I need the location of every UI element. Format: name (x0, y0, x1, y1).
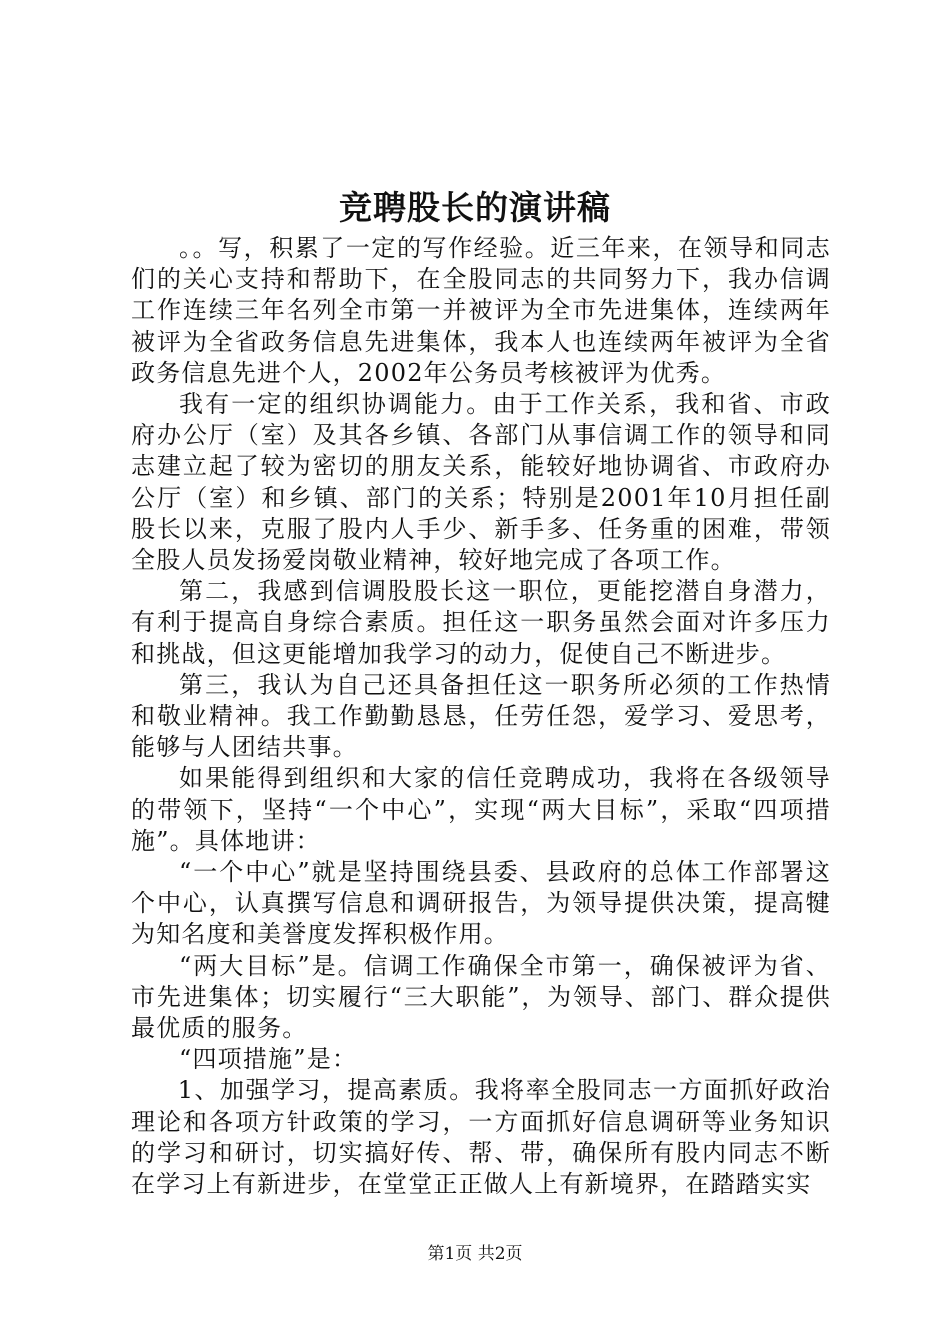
paragraph-measure-one: 1、加强学习，提高素质。我将率全股同志一方面抓好政治理论和各项方针政策的学习，一方面抓好信息调研等业务知识的学习和研讨，切实搞好传、帮、带，确保所有股内同志不断在学习上有新进步，在堂堂正正做人上有新境界，在踏踏实实 (131, 1076, 831, 1199)
document-title: 竞聘股长的演讲稿 (339, 188, 611, 227)
paragraph-coordination-ability: 我有一定的组织协调能力。由于工作关系，我和省、市政府办公厅（室）及其各乡镇、各部门从事信调工作的领导和同志建立起了较为密切的朋友关系，能较好地协调省、市政府办公厅（室）和乡镇、部门的关系；特别是2001年10月担任副股长以来，克服了股内人手少、新手多、任务重的困难，带领全股人员发扬爱岗敬业精神，较好地完成了各项工作。 (131, 390, 831, 575)
paragraph-writing-experience: 。。写，积累了一定的写作经验。近三年来，在领导和同志们的关心支持和帮助下，在全股同志的共同努力下，我办信调工作连续三年名列全市第一并被评为全市先进集体，连续两年被评为全省政务信息先进集体，我本人也连续两年被评为全省政务信息先进个人，2002年公务员考核被评为优秀。 (131, 234, 831, 387)
page-number-footer: 第1页 共2页 (427, 1244, 523, 1264)
paragraph-four-measures-heading: “四项措施”是： (179, 1045, 358, 1074)
paragraph-two-goals: “两大目标”是。信调工作确保全市第一，确保被评为省、市先进集体；切实履行“三大职能”，为领导、部门、群众提供最优质的服务。 (131, 951, 831, 1043)
paragraph-plan-intro: 如果能得到组织和大家的信任竞聘成功，我将在各级领导的带领下，坚持“一个中心”，实现“两大目标”，采取“四项措施”。具体地讲： (131, 764, 831, 855)
paragraph-one-center: “一个中心”就是坚持围绕县委、县政府的总体工作部署这个中心，认真撰写信息和调研报告，为领导提供决策，提高犍为知名度和美誉度发挥积极作用。 (131, 858, 831, 949)
document-body (131, 233, 831, 1200)
paragraph-third-reason: 第三，我认为自己还具备担任这一职务所必须的工作热情和敬业精神。我工作勤勤恳恳，任劳任怨，爱学习、爱思考，能够与人团结共事。 (131, 670, 831, 762)
paragraph-second-reason: 第二，我感到信调股股长这一职位，更能挖潜自身潜力，有利于提高自身综合素质。担任这一职务虽然会面对许多压力和挑战，但这更能增加我学习的动力，促使自己不断进步。 (131, 577, 831, 668)
